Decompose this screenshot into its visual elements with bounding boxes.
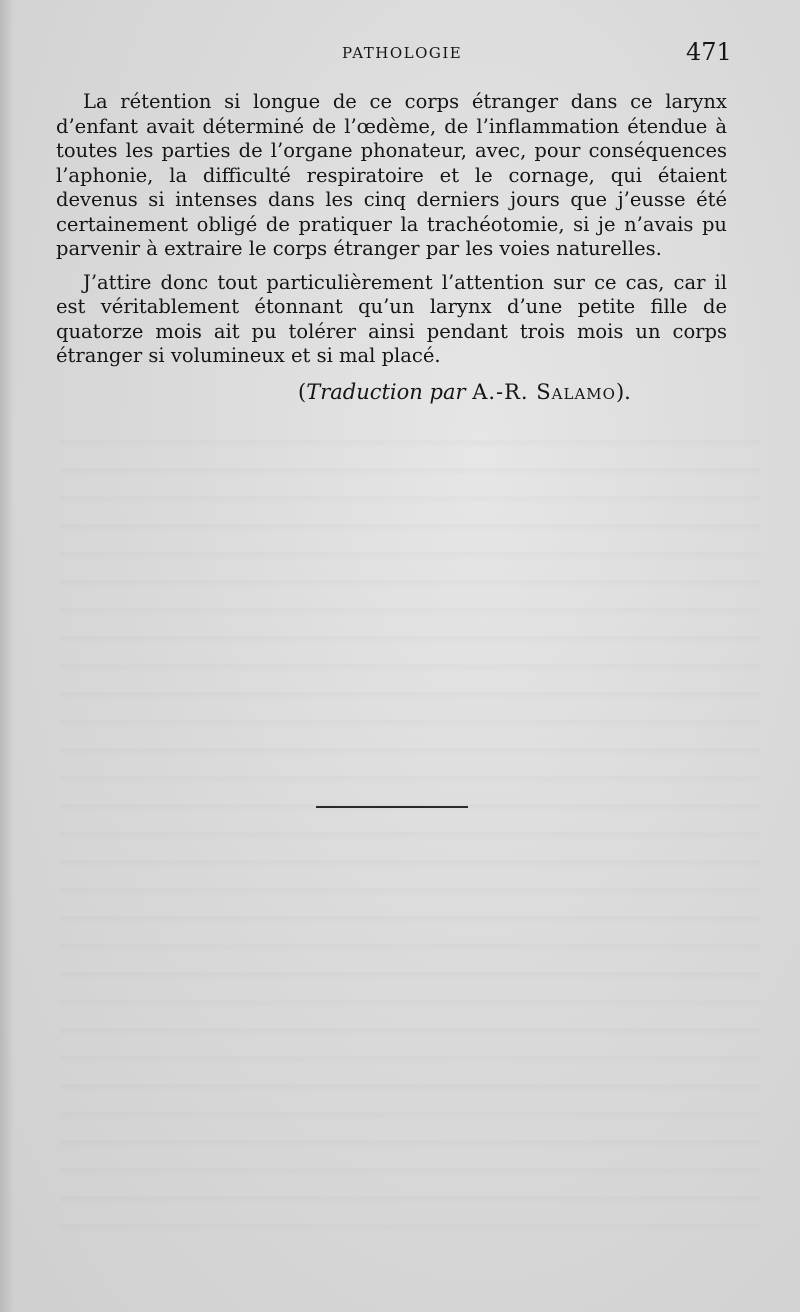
page-edge-shadow bbox=[0, 0, 14, 1312]
header-title: PATHOLOGIE bbox=[342, 44, 463, 62]
running-head bbox=[0, 38, 800, 68]
credit-close-paren: ). bbox=[615, 380, 631, 404]
body-text bbox=[56, 90, 727, 378]
page-number: 471 bbox=[686, 38, 732, 66]
show-through-texture bbox=[60, 420, 760, 1240]
paragraph-1: La rétention si longue de ce corps étranger dans ce larynx d’enfant avait déterminé de l’œdème, de l’inflammation étendue à toutes les parties de l’organe phonateur, avec, pour conséquences l’aphonie, la difficulté respiratoire et le cornage, qui étaient devenus si intenses dans les cinq derniers jours que j’eusse été certainement obligé de pratiquer la trachéotomie, si je n’avais pu parvenir à extraire le corps étranger par les voies naturelles. bbox=[56, 90, 727, 260]
credit-open-paren: ( bbox=[298, 380, 307, 404]
paragraph-2: J’attire donc tout particulièrement l’attention sur ce cas, car il est véritablement étonnant qu’un larynx d’une petite fille de quatorze mois ait pu tolérer ainsi pendant trois mois un corps étranger si volumineux et si mal placé. bbox=[56, 270, 727, 367]
credit-label: Traduction par bbox=[306, 380, 466, 404]
end-rule bbox=[316, 806, 468, 808]
translation-credit bbox=[298, 380, 631, 404]
translator-name: A.-R. Salamo bbox=[472, 380, 616, 404]
